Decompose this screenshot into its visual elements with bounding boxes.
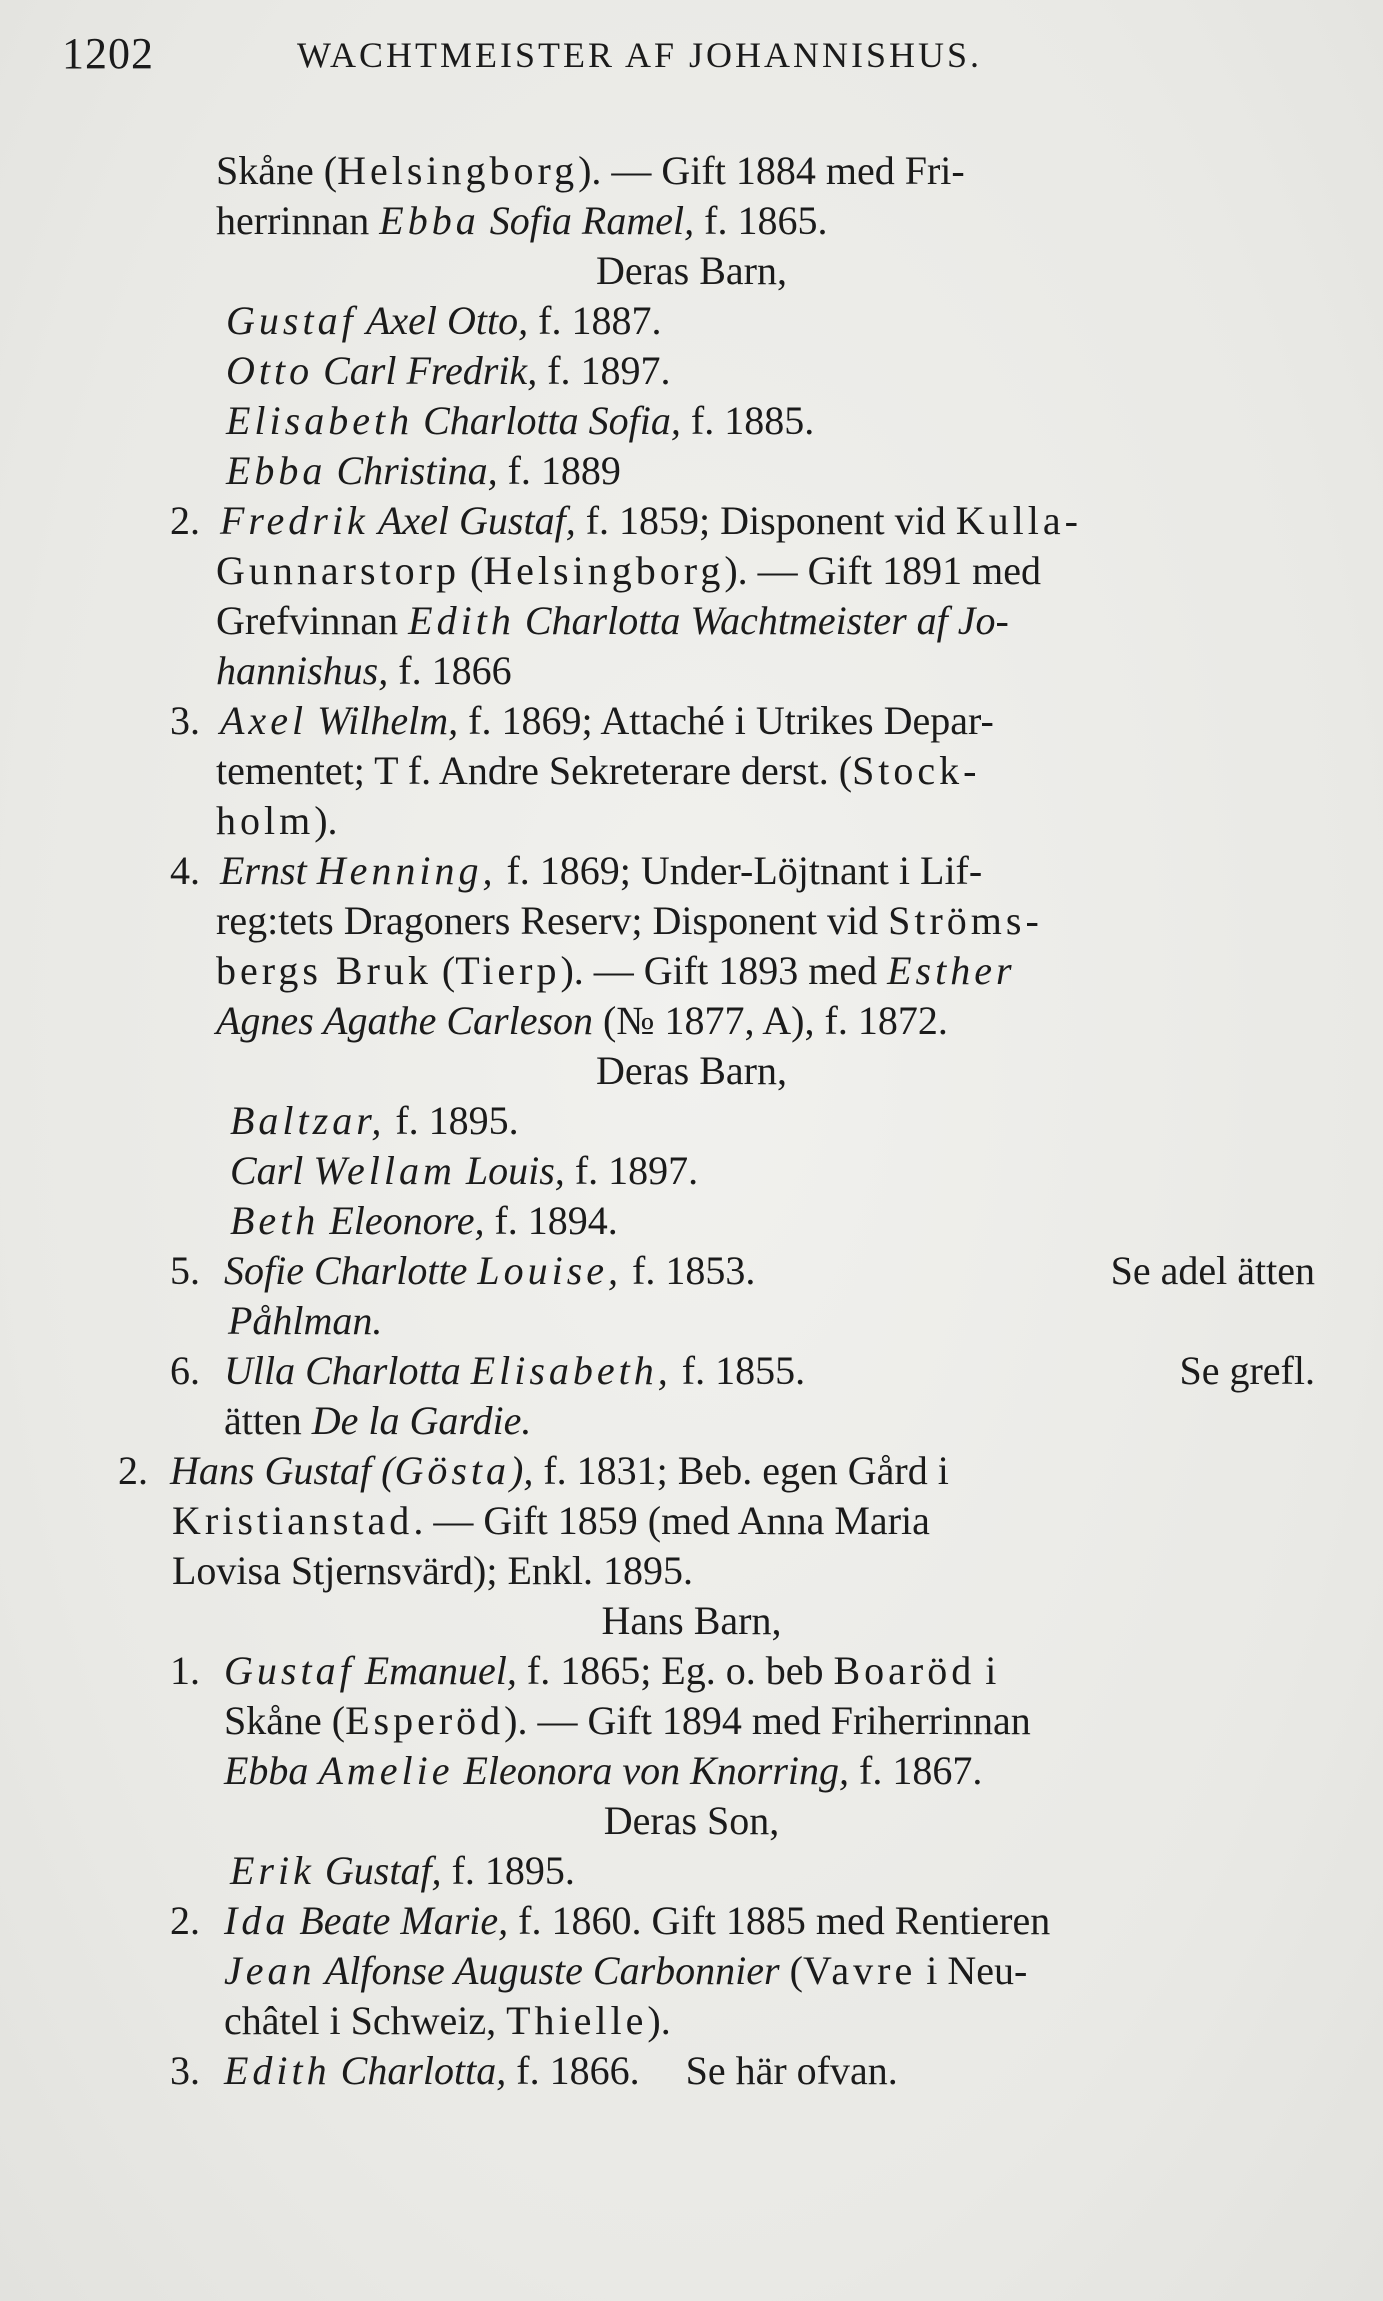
person-name: Louis, xyxy=(455,1148,565,1193)
text-span: f. 1831; Beb. egen Gård i xyxy=(533,1448,949,1493)
person-name: Gustaf xyxy=(224,1648,355,1693)
text-line xyxy=(0,1646,1383,1696)
person-name: Gustaf, xyxy=(314,1848,442,1893)
text-line xyxy=(0,1946,1383,1996)
text-line xyxy=(0,396,1383,446)
person-name: Edith xyxy=(408,598,515,643)
birth-year: f. 1885. xyxy=(680,398,815,443)
text-span: f. 1860. Gift 1885 med Rentieren xyxy=(508,1898,1051,1943)
place-name: Stock- xyxy=(852,748,981,793)
birth-year: f. 1897. xyxy=(537,348,671,393)
text-span: ). — Gift 1891 med xyxy=(724,548,1041,593)
text-line xyxy=(0,946,1383,996)
text-line xyxy=(0,696,1383,746)
place-name: Gunnarstorp xyxy=(216,548,460,593)
entry-number: 3. xyxy=(170,2048,200,2093)
place-name: Kulla- xyxy=(955,498,1082,543)
text-line xyxy=(0,1996,1383,2046)
text-line xyxy=(0,746,1383,796)
person-name: Amelie xyxy=(318,1748,454,1793)
text-line xyxy=(0,896,1383,946)
text-span: ätten xyxy=(224,1398,312,1443)
family-name: hannishus, xyxy=(216,648,389,693)
text-line xyxy=(0,1096,1383,1146)
family-name: Påhlman. xyxy=(228,1298,383,1343)
page-header xyxy=(62,28,1323,88)
person-name: Axel xyxy=(220,698,308,743)
text-line xyxy=(0,996,1383,1046)
text-line xyxy=(0,346,1383,396)
person-name: Wellam xyxy=(313,1148,456,1193)
text-span: châtel i Schweiz, xyxy=(224,1998,507,2043)
text-line xyxy=(0,1196,1383,1246)
birth-year: f. 1894. xyxy=(484,1198,618,1243)
person-name: Sofia Ramel, xyxy=(479,198,695,243)
person-name: Charlotta Sofia, xyxy=(413,398,681,443)
text-span: i xyxy=(975,1648,997,1693)
person-name: Edith xyxy=(224,2048,331,2093)
person-name: Baltzar, xyxy=(230,1098,386,1143)
person-name: Gustaf ( xyxy=(254,1448,395,1493)
text-line xyxy=(0,1896,1383,1946)
place-name: Tierp xyxy=(455,948,561,993)
text-span: Skåne ( xyxy=(224,1698,346,1743)
text-span: f. 1865; Eg. o. beb xyxy=(516,1648,834,1693)
text-line xyxy=(0,1546,1383,1596)
place-name: Esperöd xyxy=(345,1698,505,1743)
text-span: ( xyxy=(779,1948,803,1993)
cross-reference: Se adel ätten xyxy=(1110,1248,1315,1293)
birth-year: f. 1895. xyxy=(385,1098,519,1143)
birth-year: f. 1865. xyxy=(694,198,828,243)
birth-year: f. 1867. xyxy=(849,1748,983,1793)
person-name: Jean xyxy=(224,1948,316,1993)
person-name: Charlotta Wachtmeister af Jo- xyxy=(514,598,1009,643)
section-heading: Deras Barn, xyxy=(595,248,788,293)
person-name: Ebba xyxy=(224,1748,319,1793)
entry-number: 2. xyxy=(170,1898,200,1943)
birth-year: f. 1895. xyxy=(441,1848,575,1893)
entry-number: 2. xyxy=(170,498,200,543)
person-name: Christina, xyxy=(326,448,498,493)
section-heading: Deras Barn, xyxy=(595,1048,788,1093)
birth-year: f. 1887. xyxy=(528,298,662,343)
person-name: Beate Marie, xyxy=(289,1898,509,1943)
running-title: WACHTMEISTER AF JOHANNISHUS. xyxy=(297,35,983,75)
person-name: Hans xyxy=(170,1448,255,1493)
birth-year: f. 1866. xyxy=(506,2048,640,2093)
person-name: Axel Gustaf, xyxy=(368,498,576,543)
entry-number: 1. xyxy=(170,1648,200,1693)
text-line xyxy=(0,1396,1383,1446)
text-span: f. 1859; Disponent vid xyxy=(575,498,956,543)
text-line xyxy=(0,146,1383,196)
text-line xyxy=(0,1296,1383,1346)
person-name: Charlotta, xyxy=(330,2048,507,2093)
place-name: Boaröd xyxy=(833,1648,976,1693)
person-name: Henning, xyxy=(316,848,497,893)
person-name: Ernst xyxy=(220,848,317,893)
person-name: Emanuel, xyxy=(354,1648,517,1693)
person-name: Esther xyxy=(887,948,1016,993)
person-name: Alfonse Auguste Carbonnier xyxy=(315,1948,780,1993)
text-span: (№ 1877, A), f. 1872. xyxy=(593,998,948,1043)
text-line xyxy=(0,2046,1383,2096)
birth-year: f. 1889 xyxy=(497,448,621,493)
text-span: f. 1869; Attaché i Utrikes Depar- xyxy=(458,698,994,743)
person-name: Carl Fredrik, xyxy=(313,348,538,393)
person-name: Elisabeth xyxy=(226,398,414,443)
person-name: Ida xyxy=(224,1898,290,1943)
entry-number: 2. xyxy=(118,1448,148,1493)
text-span: Grefvinnan xyxy=(216,598,409,643)
text-span: ). — Gift 1893 med xyxy=(560,948,888,993)
cross-reference: Se här ofvan. xyxy=(685,2048,898,2093)
text-line xyxy=(0,1496,1383,1546)
person-name: Beth xyxy=(230,1198,320,1243)
text-line xyxy=(0,1746,1383,1796)
birth-year: f. 1855. xyxy=(671,1348,806,1393)
place-name: Helsingborg xyxy=(337,148,579,193)
person-name: ), xyxy=(510,1448,534,1493)
text-line xyxy=(0,1846,1383,1896)
text-span: ). — Gift 1884 med Fri- xyxy=(578,148,965,193)
text-line xyxy=(0,596,1383,646)
text-line xyxy=(0,646,1383,696)
text-span: ( xyxy=(459,548,484,593)
person-name: Sofie Charlotte xyxy=(224,1248,478,1293)
person-name: Ebba xyxy=(379,198,480,243)
cross-reference: Se grefl. xyxy=(1179,1348,1315,1393)
person-name: Elisabeth, xyxy=(470,1348,672,1393)
entry-number: 5. xyxy=(170,1248,200,1293)
person-name: Agnes Agathe Carleson xyxy=(216,998,594,1043)
text-span: Skåne ( xyxy=(216,148,338,193)
place-name: holm xyxy=(216,798,315,843)
page-number: 1202 xyxy=(62,29,154,78)
text-line xyxy=(0,1246,1383,1296)
person-name: Louise, xyxy=(477,1248,623,1293)
section-heading: Deras Son, xyxy=(603,1798,780,1843)
entry-number: 4. xyxy=(170,848,200,893)
person-name: Ulla Charlotta xyxy=(224,1348,471,1393)
person-name: Wilhelm, xyxy=(307,698,459,743)
person-name: Otto xyxy=(226,348,314,393)
text-span: tementet; T f. Andre Sekreterare derst. ( xyxy=(216,748,853,793)
text-span: ( xyxy=(431,948,456,993)
text-line xyxy=(0,196,1383,246)
text-line xyxy=(0,1446,1383,1496)
text-span: ). xyxy=(647,1998,671,2043)
person-name: Carl xyxy=(230,1148,314,1193)
person-name: Axel Otto, xyxy=(356,298,529,343)
place-name: bergs Bruk xyxy=(216,948,432,993)
person-name: Erik xyxy=(230,1848,315,1893)
text-line xyxy=(0,796,1383,846)
place-name: Thielle xyxy=(506,1998,648,2043)
text-line xyxy=(0,446,1383,496)
text-line xyxy=(0,496,1383,546)
entry-number: 3. xyxy=(170,698,200,743)
text-span: Lovisa Stjernsvärd); Enkl. 1895. xyxy=(172,1548,694,1593)
birth-year: f. 1853. xyxy=(622,1248,756,1293)
person-name: Fredrik xyxy=(220,498,369,543)
place-name: Vavre xyxy=(802,1948,917,1993)
text-span: ). — Gift 1894 med Friherrinnan xyxy=(504,1698,1031,1743)
birth-year: f. 1897. xyxy=(564,1148,699,1193)
family-name: De la Gardie. xyxy=(311,1398,532,1443)
place-name: Ströms- xyxy=(888,898,1043,943)
text-span: i Neu- xyxy=(916,1948,1028,1993)
section-heading: Hans Barn, xyxy=(601,1598,782,1643)
entry-number: 6. xyxy=(170,1348,200,1393)
birth-year: f. 1866 xyxy=(388,648,512,693)
text-span: reg:tets Dragoners Reserv; Disponent vid xyxy=(216,898,889,943)
person-name: Eleonore, xyxy=(319,1198,485,1243)
text-line xyxy=(0,296,1383,346)
text-line xyxy=(0,1696,1383,1746)
place-name: Kristianstad xyxy=(172,1498,414,1543)
text-span: ). xyxy=(314,798,338,843)
place-name: Helsingborg xyxy=(483,548,725,593)
text-line xyxy=(0,1346,1383,1396)
text-line xyxy=(0,1146,1383,1196)
person-name: Gustaf xyxy=(226,298,357,343)
text-span: . — Gift 1859 (med Anna Maria xyxy=(413,1498,930,1543)
text-span: f. 1869; Under-Löjtnant i Lif- xyxy=(496,848,983,893)
person-name: Eleonora von Knorring, xyxy=(453,1748,850,1793)
text-span: herrinnan xyxy=(216,198,380,243)
person-name: Ebba xyxy=(226,448,327,493)
text-line xyxy=(0,846,1383,896)
text-line xyxy=(0,546,1383,596)
person-name: Gösta xyxy=(394,1448,511,1493)
